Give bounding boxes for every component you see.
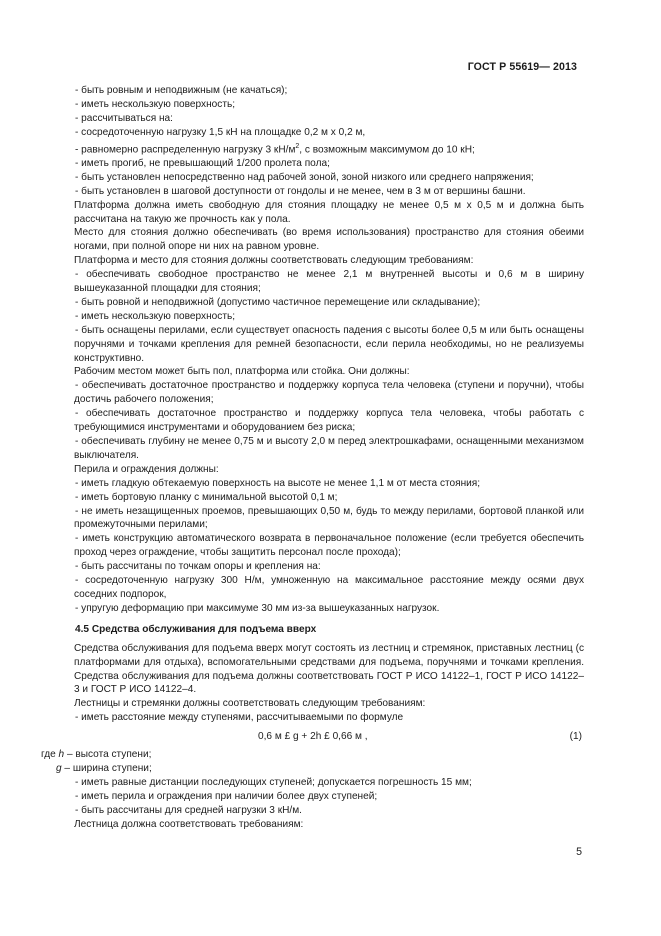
paragraph: - сосредоточенную нагрузку 300 Н/м, умноженную на максимальное расстояние между осями двух соседних подпорок, bbox=[74, 575, 584, 600]
text-line: - иметь нескользкую поверхность; bbox=[75, 98, 236, 110]
text-line: - быть ровным и неподвижным (не качаться); bbox=[75, 85, 288, 96]
document-header: ГОСТ Р 55619— 2013 bbox=[467, 61, 577, 73]
paragraph: - иметь конструкцию автоматического возврата в первоначальное положение (если требуется обеспечить проход через ограждение, чтобы защитить персонал после прохода); bbox=[74, 533, 584, 559]
formula-number: (1) bbox=[569, 731, 582, 743]
section-heading: 4.5 Средства обслуживания для подъема вверх bbox=[75, 623, 317, 635]
text-line: - рассчитываться на: bbox=[75, 112, 173, 124]
paragraph: - обеспечивать достаточное пространство и поддержку корпуса тела человека, чтобы работать с требующимися инструментами и оборудованием без риска; bbox=[74, 408, 584, 434]
paragraph: Лестница должна соответствовать требованиям: bbox=[74, 818, 304, 830]
paragraph: - обеспечивать достаточное пространство и поддержку корпуса тела человека (ступени и поручни), чтобы достичь рабочего положения; bbox=[74, 380, 584, 406]
paragraph: - не иметь незащищенных проемов, превышающих 0,50 м, будь то между перилами, бортовой планкой или промежуточными перилами; bbox=[74, 505, 584, 531]
paragraph: - обеспечивать глубину не менее 0,75 м и высоту 2,0 м перед электрошкафами, оснащенными механизмом выключателя. bbox=[74, 436, 584, 461]
page-body bbox=[41, 84, 584, 831]
paragraph: Платформа должна иметь свободную для стояния площадку не менее 0,5 м х 0,5 м и должна быть рассчитана на такую же прочность как у пола. bbox=[74, 199, 584, 225]
paragraph: Лестницы и стремянки должны соответствовать следующим требованиям: bbox=[74, 698, 426, 710]
paragraph: - иметь бортовую планку с минимальной высотой 0,1 м; bbox=[75, 491, 338, 503]
paragraph: - иметь нескользкую поверхность; bbox=[75, 310, 236, 322]
paragraph-block-a bbox=[74, 199, 584, 616]
paragraph: Место для стояния должно обеспечивать (во время использования) пространство для стояния обеими ногами, при полной опоре ни них на равном уровне. bbox=[74, 227, 584, 253]
paragraph: Перила и ограждения должны: bbox=[74, 463, 219, 475]
text-line: - иметь прогиб, не превышающий 1/200 пролета пола; bbox=[75, 157, 330, 169]
paragraph-block-c bbox=[74, 776, 584, 832]
where-g: g – ширина ступени; bbox=[56, 762, 152, 774]
paragraph: - иметь равные дистанции последующих ступеней; допускается погрешность 15 мм; bbox=[75, 776, 472, 788]
paragraph: - быть оснащены перилами, если существует опасность падения с высоты более 0,5 м или быть оснащены поручнями и точками крепления для ремней безопасности, если перила необходимы, но не реализуемы конструктивно. bbox=[74, 324, 584, 364]
text-line: - быть установлен в шаговой доступности от гондолы и не менее, чем в 3 м от вершины башни. bbox=[75, 185, 526, 197]
paragraph: - быть ровной и неподвижной (допустимо частичное перемещение или складывание); bbox=[75, 296, 481, 308]
paragraph: - иметь расстояние между ступенями, рассчитываемыми по формуле bbox=[75, 712, 404, 724]
paragraph: - быть рассчитаны по точкам опоры и крепления на: bbox=[75, 561, 321, 573]
text-line: - сосредоточенную нагрузку 1,5 кН на площадке 0,2 м х 0,2 м, bbox=[75, 126, 366, 138]
text-line: - быть установлен непосредственно над рабочей зоной, зоной низкого или среднего напряжения; bbox=[75, 171, 534, 183]
paragraph: - иметь гладкую обтекаемую поверхность на высоте не менее 1,1 м от места стояния; bbox=[75, 477, 481, 489]
paragraph: - иметь перила и ограждения при наличии более двух ступеней; bbox=[75, 790, 378, 802]
formula-expression: 0,6 м £ g + 2h £ 0,66 м , bbox=[258, 731, 368, 743]
paragraph: - быть рассчитаны для средней нагрузки 3 кН/м. bbox=[75, 804, 302, 816]
paragraph: - обеспечивать свободное пространство не менее 2,1 м внутренней высоты и 0,6 м в ширину вышеуказанной площадки для стояния; bbox=[74, 269, 584, 295]
paragraph: Платформа и место для стояния должны соответствовать следующим требованиям: bbox=[74, 255, 474, 267]
paragraph: Рабочим местом может быть пол, платформа или стойка. Они должны: bbox=[74, 366, 410, 378]
paragraph-block-b bbox=[74, 642, 584, 725]
page-number: 5 bbox=[576, 846, 582, 858]
paragraph: - упругую деформацию при максимуме 30 мм из-за вышеуказанных нагрузок. bbox=[75, 602, 440, 614]
paragraph: Средства обслуживания для подъема вверх могут состоять из лестниц и стремянок, приставных лестниц (с платформами для отдыха), вспомогательными средствами для подъема, поручнями и точками крепления. Средства обслуживания для подъема должны соответствовать ГОСТ Р ИСО 14122–1, ГОСТ Р ИСО 14122–3 и ГОСТ Р ИСО 14122–4. bbox=[74, 642, 584, 696]
load-line: - равномерно распределенную нагрузку 3 $кН/м^2$, с возможным максимумом до 10 кН; bbox=[75, 142, 475, 155]
where-h: где h – высота ступени; bbox=[41, 749, 152, 761]
formula bbox=[74, 730, 584, 744]
